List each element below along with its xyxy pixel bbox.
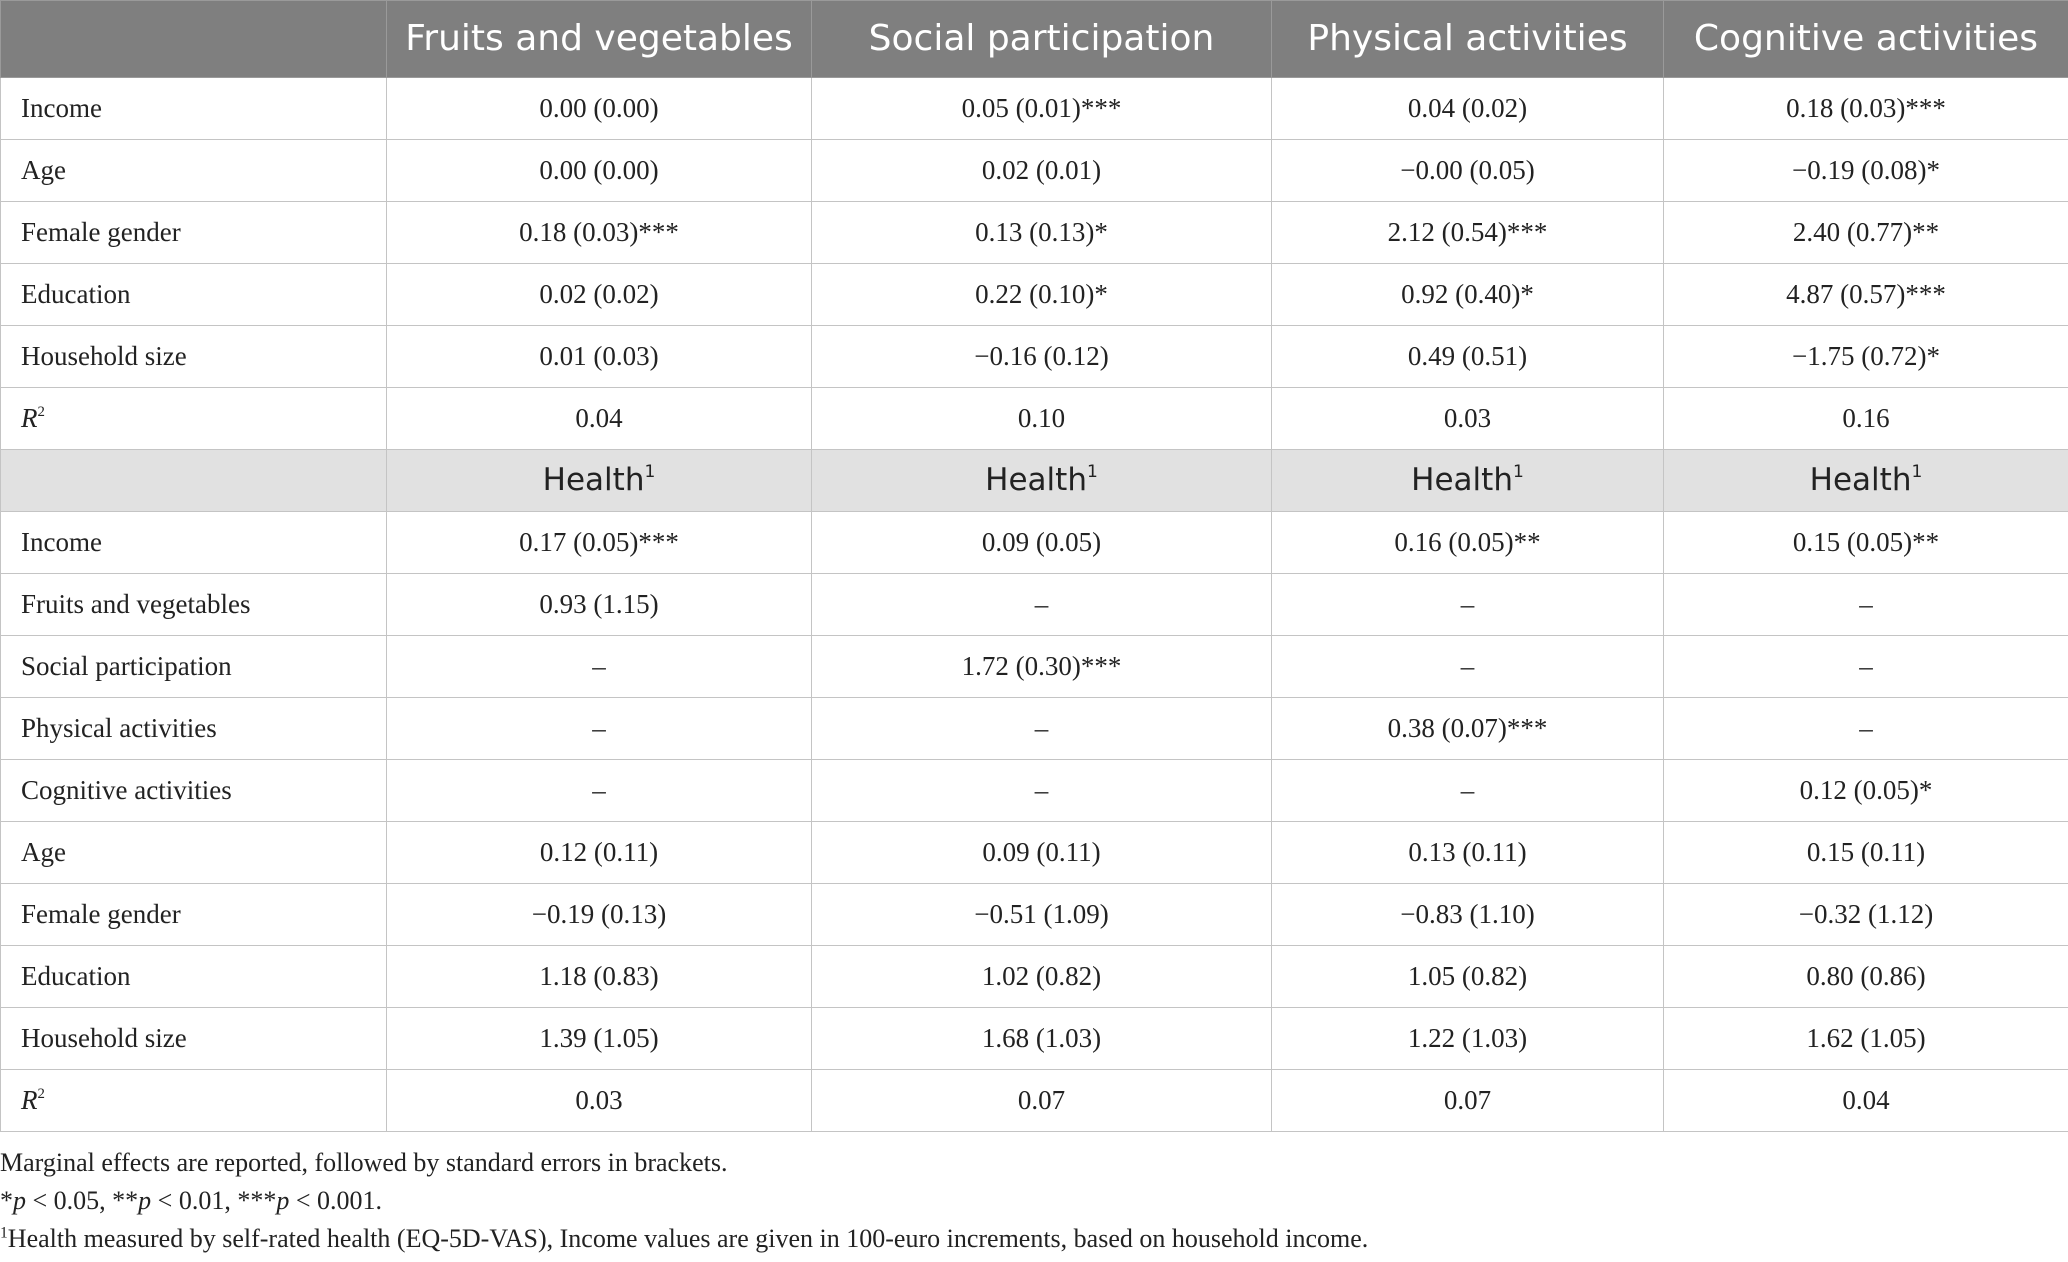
table-cell: 0.10 <box>812 388 1272 450</box>
table-cell: −0.19 (0.08)* <box>1664 140 2068 202</box>
health-header-sup: 1 <box>1512 462 1524 483</box>
note-sig-text-2: < 0.01, <box>151 1186 238 1215</box>
note-sig-p-3: p <box>276 1186 290 1215</box>
health-header-sup: 1 <box>1911 462 1923 483</box>
row-label <box>1 78 387 140</box>
table-cell: 0.12 (0.05)* <box>1664 760 2068 822</box>
header-cognitive-activities: Cognitive activities <box>1664 1 2068 78</box>
table-row <box>1 326 2068 388</box>
row-label <box>1 698 387 760</box>
table-cell: – <box>387 760 812 822</box>
row-label-text: R <box>21 403 38 433</box>
note-sig-text-1: < 0.05, <box>26 1186 113 1215</box>
table-cell: 0.00 (0.00) <box>387 78 812 140</box>
table-cell: – <box>387 636 812 698</box>
header-cell-empty <box>1 1 387 78</box>
header-row <box>1 1 2068 78</box>
row-label <box>1 574 387 636</box>
table-cell: 0.18 (0.03)*** <box>1664 78 2068 140</box>
table-cell: −1.75 (0.72)* <box>1664 326 2068 388</box>
note-sig-mark-3: *** <box>237 1186 277 1215</box>
note-marginal-effects: Marginal effects are reported, followed by standard errors in brackets. <box>0 1148 728 1177</box>
table-row <box>1 946 2068 1008</box>
health-header-sup: 1 <box>644 462 656 483</box>
table-cell: 0.49 (0.51) <box>1272 326 1664 388</box>
health-header-empty <box>1 450 387 512</box>
table-cell: −0.51 (1.09) <box>812 884 1272 946</box>
health-header-cell <box>812 450 1272 512</box>
table-row <box>1 140 2068 202</box>
row-label-text: Age <box>21 155 66 185</box>
table-cell: 0.02 (0.02) <box>387 264 812 326</box>
table-cell: 0.07 <box>1272 1070 1664 1132</box>
row-label-text: R <box>21 1085 38 1115</box>
table-cell: 1.62 (1.05) <box>1664 1008 2068 1070</box>
table-cell: 0.09 (0.05) <box>812 512 1272 574</box>
row-label <box>1 264 387 326</box>
table-row <box>1 822 2068 884</box>
table-row <box>1 760 2068 822</box>
table-cell: 0.04 (0.02) <box>1272 78 1664 140</box>
header-physical-activities: Physical activities <box>1272 1 1664 78</box>
note-sig-mark-2: ** <box>112 1186 139 1215</box>
table-cell: 0.03 <box>1272 388 1664 450</box>
table-cell: −0.32 (1.12) <box>1664 884 2068 946</box>
row-label <box>1 326 387 388</box>
table-cell: 0.17 (0.05)*** <box>387 512 812 574</box>
table-cell: 0.80 (0.86) <box>1664 946 2068 1008</box>
table-row <box>1 574 2068 636</box>
row-label-text: Education <box>21 279 131 309</box>
row-label <box>1 636 387 698</box>
table-cell: 0.92 (0.40)* <box>1272 264 1664 326</box>
table-cell: 1.39 (1.05) <box>387 1008 812 1070</box>
row-label <box>1 388 387 450</box>
health-header-cell <box>387 450 812 512</box>
health-header-label: Health <box>985 462 1087 498</box>
row-label-text: Income <box>21 93 102 123</box>
note-health-definition <box>0 1220 2068 1258</box>
table-cell: 0.02 (0.01) <box>812 140 1272 202</box>
note-sig-text-3: < 0.001. <box>289 1186 383 1215</box>
row-label-text: Age <box>21 837 66 867</box>
table-cell: 0.04 <box>387 388 812 450</box>
table-row <box>1 698 2068 760</box>
table-cell: – <box>1272 574 1664 636</box>
table-cell: – <box>1272 760 1664 822</box>
table-cell: 0.00 (0.00) <box>387 140 812 202</box>
section-2-body <box>1 512 2068 1132</box>
row-label <box>1 822 387 884</box>
table-notes <box>0 1144 2068 1258</box>
row-label <box>1 760 387 822</box>
table-cell: 0.16 (0.05)** <box>1272 512 1664 574</box>
note-health-text: Health measured by self-rated health (EQ-5D-VAS), Income values are given in 100-euro increments, based on household income. <box>7 1224 1369 1253</box>
row-label <box>1 1070 387 1132</box>
table-cell: 0.12 (0.11) <box>387 822 812 884</box>
table-cell: 0.93 (1.15) <box>387 574 812 636</box>
table-cell: 4.87 (0.57)*** <box>1664 264 2068 326</box>
row-label-sup: 2 <box>37 1085 45 1102</box>
table-cell: 0.15 (0.05)** <box>1664 512 2068 574</box>
row-label-text: Fruits and vegetables <box>21 589 251 619</box>
table-cell: 1.22 (1.03) <box>1272 1008 1664 1070</box>
row-label-text: Physical activities <box>21 713 217 743</box>
table-cell: 0.13 (0.13)* <box>812 202 1272 264</box>
note-sig-p-1: p <box>13 1186 26 1215</box>
note-sig-p-2: p <box>138 1186 152 1215</box>
table-cell: 1.72 (0.30)*** <box>812 636 1272 698</box>
row-label <box>1 884 387 946</box>
table-row <box>1 636 2068 698</box>
health-header-label: Health <box>1411 462 1513 498</box>
table-cell: 0.13 (0.11) <box>1272 822 1664 884</box>
row-label-text: Household size <box>21 341 187 371</box>
table-cell: −0.19 (0.13) <box>387 884 812 946</box>
row-label <box>1 512 387 574</box>
table-cell: 0.15 (0.11) <box>1664 822 2068 884</box>
row-label-text: Income <box>21 527 102 557</box>
health-header-label: Health <box>1809 462 1912 498</box>
table-cell: 1.02 (0.82) <box>812 946 1272 1008</box>
section-1-body <box>1 78 2068 450</box>
table-row <box>1 512 2068 574</box>
row-label-text: Social participation <box>21 651 232 681</box>
health-header-row <box>1 450 2068 512</box>
header-fruits-and-vegetables: Fruits and vegetables <box>387 1 812 78</box>
table-cell: – <box>812 698 1272 760</box>
health-header-cell <box>1272 450 1664 512</box>
table-cell: – <box>1664 636 2068 698</box>
table-cell: 2.40 (0.77)** <box>1664 202 2068 264</box>
table-cell: −0.00 (0.05) <box>1272 140 1664 202</box>
table-cell: 0.03 <box>387 1070 812 1132</box>
table-cell: 0.18 (0.03)*** <box>387 202 812 264</box>
table-cell: 0.38 (0.07)*** <box>1272 698 1664 760</box>
table-row <box>1 264 2068 326</box>
row-label-text: Female gender <box>21 217 181 247</box>
row-label <box>1 1008 387 1070</box>
row-label <box>1 202 387 264</box>
table-cell: 1.05 (0.82) <box>1272 946 1664 1008</box>
table-cell: – <box>1664 698 2068 760</box>
table-row <box>1 388 2068 450</box>
row-label-text: Education <box>21 961 131 991</box>
table-cell: −0.16 (0.12) <box>812 326 1272 388</box>
table-row <box>1 78 2068 140</box>
health-header-label: Health <box>542 462 645 498</box>
row-label-text: Household size <box>21 1023 187 1053</box>
table-cell: – <box>812 574 1272 636</box>
row-label-sup: 2 <box>37 403 45 420</box>
table-cell: 0.22 (0.10)* <box>812 264 1272 326</box>
table-cell: – <box>1272 636 1664 698</box>
table-cell: 0.16 <box>1664 388 2068 450</box>
table-cell: 0.01 (0.03) <box>387 326 812 388</box>
note-sig-mark-1: * <box>0 1186 13 1215</box>
table-row <box>1 202 2068 264</box>
table-cell: – <box>387 698 812 760</box>
table-cell: −0.83 (1.10) <box>1272 884 1664 946</box>
row-label <box>1 140 387 202</box>
table-row <box>1 884 2068 946</box>
table-cell: 0.09 (0.11) <box>812 822 1272 884</box>
row-label-text: Cognitive activities <box>21 775 232 805</box>
row-label-text: Female gender <box>21 899 181 929</box>
table-cell: – <box>812 760 1272 822</box>
health-header-cell <box>1664 450 2068 512</box>
row-label <box>1 946 387 1008</box>
table-cell: 1.18 (0.83) <box>387 946 812 1008</box>
table-cell: 0.04 <box>1664 1070 2068 1132</box>
table-cell: 0.05 (0.01)*** <box>812 78 1272 140</box>
health-header-sup: 1 <box>1086 462 1098 483</box>
table-cell: 1.68 (1.03) <box>812 1008 1272 1070</box>
note-footnote-marker: 1 <box>0 1224 8 1242</box>
note-significance <box>0 1182 2068 1220</box>
header-social-participation: Social participation <box>812 1 1272 78</box>
table-row <box>1 1008 2068 1070</box>
table-row <box>1 1070 2068 1132</box>
table-cell: – <box>1664 574 2068 636</box>
table-cell: 0.07 <box>812 1070 1272 1132</box>
table-cell: 2.12 (0.54)*** <box>1272 202 1664 264</box>
